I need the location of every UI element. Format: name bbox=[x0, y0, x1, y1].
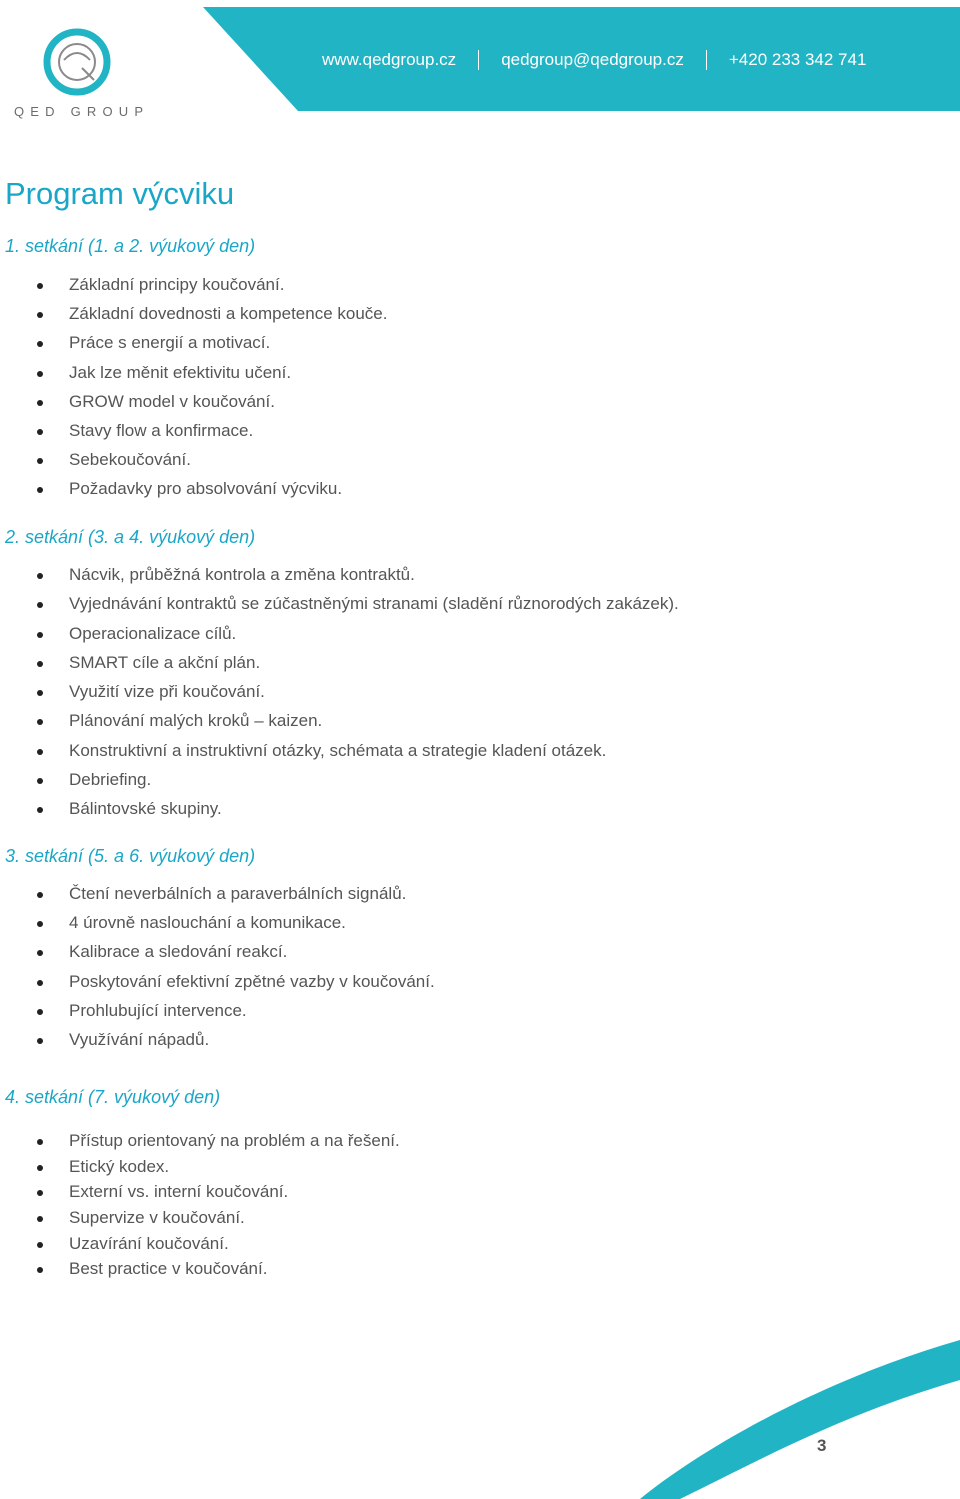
list-item: SMART cíle a akční plán. bbox=[0, 653, 900, 682]
list-item: Plánování malých kroků – kaizen. bbox=[0, 711, 900, 740]
section-heading: 3. setkání (5. a 6. výukový den) bbox=[5, 846, 256, 866]
contact-info bbox=[322, 48, 866, 72]
list-item: Poskytování efektivní zpětné vazby v koučování. bbox=[0, 972, 900, 1001]
list-item: Kalibrace a sledování reakcí. bbox=[0, 942, 900, 971]
website-link[interactable]: www.qedgroup.cz bbox=[322, 50, 457, 69]
page-title: Program výcviku bbox=[5, 176, 235, 211]
list-item: Základní dovednosti a kompetence kouče. bbox=[0, 304, 900, 333]
list-item: Jak lze měnit efektivitu učení. bbox=[0, 363, 900, 392]
list-item: Sebekoučování. bbox=[0, 450, 900, 479]
list-item: Etický kodex. bbox=[0, 1157, 900, 1183]
separator bbox=[706, 50, 707, 70]
phone-number: +420 233 342 741 bbox=[728, 50, 867, 69]
list-item: Uzavírání koučování. bbox=[0, 1234, 900, 1260]
section-list bbox=[0, 275, 900, 509]
list-item: Prohlubující intervence. bbox=[0, 1001, 900, 1030]
page-number: 3 bbox=[817, 1436, 827, 1455]
list-item: Nácvik, průběžná kontrola a změna kontraktů. bbox=[0, 565, 900, 594]
section-list bbox=[0, 884, 900, 1059]
list-item: Externí vs. interní koučování. bbox=[0, 1182, 900, 1208]
list-item: GROW model v koučování. bbox=[0, 392, 900, 421]
list-item: Vyjednávání kontraktů se zúčastněnými stranami (sladění různorodých zakázek). bbox=[0, 594, 900, 623]
list-item: Čtení neverbálních a paraverbálních signálů. bbox=[0, 884, 900, 913]
email-link[interactable]: qedgroup@qedgroup.cz bbox=[501, 50, 684, 69]
section-list bbox=[0, 1131, 900, 1285]
list-item: Supervize v koučování. bbox=[0, 1208, 900, 1234]
list-item: Best practice v koučování. bbox=[0, 1259, 900, 1285]
section-heading: 2. setkání (3. a 4. výukový den) bbox=[5, 527, 256, 547]
list-item: Využívání nápadů. bbox=[0, 1030, 900, 1059]
section-heading: 1. setkání (1. a 2. výukový den) bbox=[5, 236, 256, 256]
list-item: 4 úrovně naslouchání a komunikace. bbox=[0, 913, 900, 942]
section-list bbox=[0, 565, 900, 829]
section-heading: 4. setkání (7. výukový den) bbox=[5, 1087, 221, 1107]
list-item: Požadavky pro absolvování výcviku. bbox=[0, 479, 900, 508]
list-item: Práce s energií a motivací. bbox=[0, 333, 900, 362]
logo-text: QED GROUP bbox=[14, 104, 150, 119]
list-item: Operacionalizace cílů. bbox=[0, 624, 900, 653]
list-item: Konstruktivní a instruktivní otázky, schémata a strategie kladení otázek. bbox=[0, 741, 900, 770]
list-item: Debriefing. bbox=[0, 770, 900, 799]
list-item: Stavy flow a konfirmace. bbox=[0, 421, 900, 450]
list-item: Přístup orientovaný na problém a na řešení. bbox=[0, 1131, 900, 1157]
list-item: Bálintovské skupiny. bbox=[0, 799, 900, 828]
list-item: Základní principy koučování. bbox=[0, 275, 900, 304]
list-item: Využití vize při koučování. bbox=[0, 682, 900, 711]
separator bbox=[478, 50, 479, 70]
corner-decoration bbox=[640, 1340, 960, 1499]
